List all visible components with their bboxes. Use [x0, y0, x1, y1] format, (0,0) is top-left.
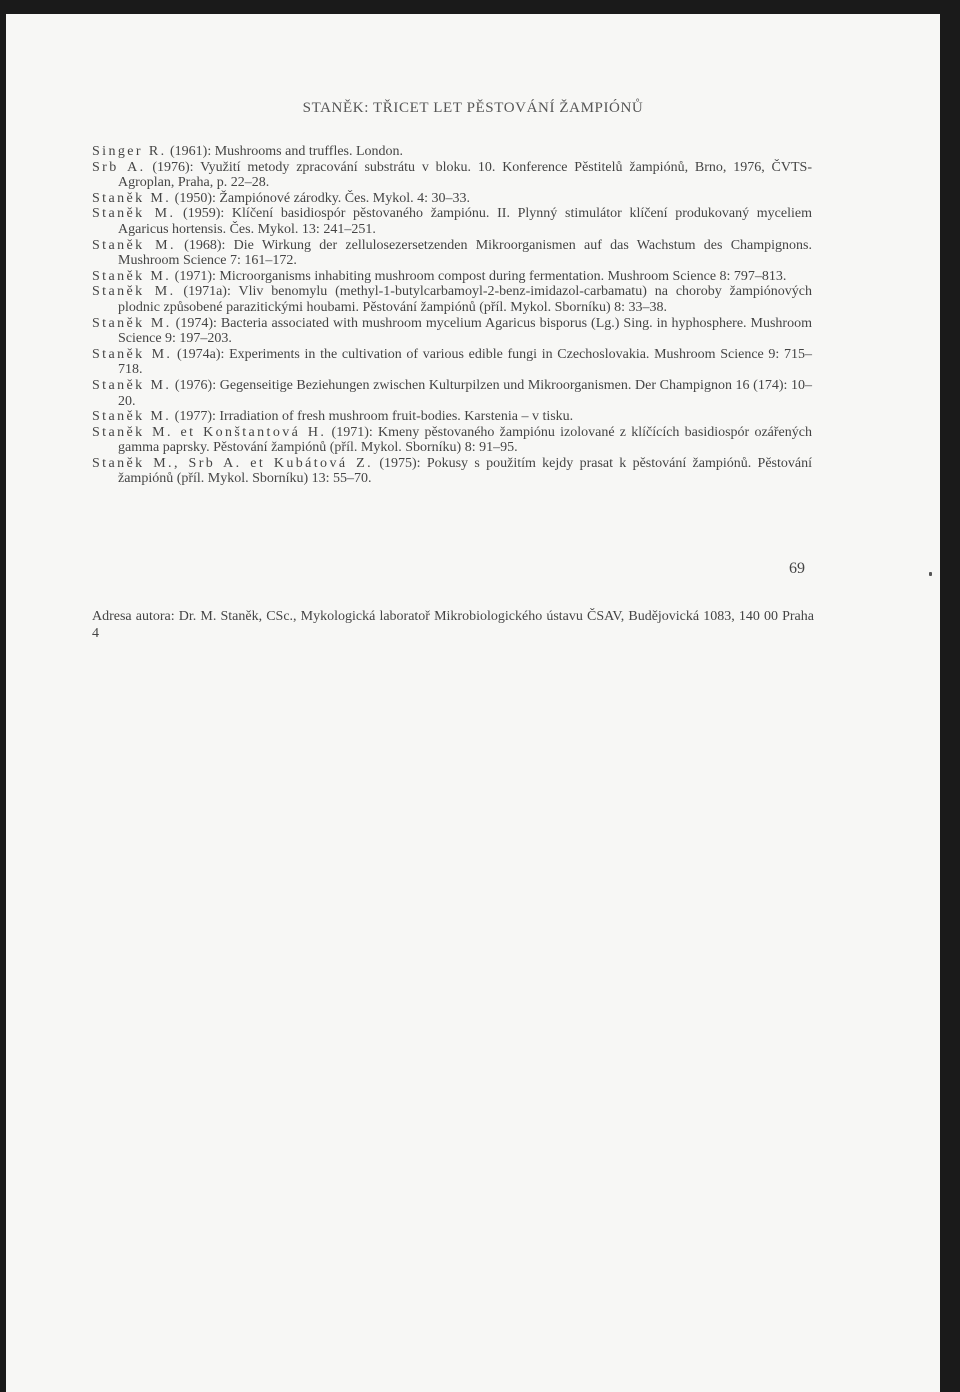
- reference-author: Staněk M.: [92, 315, 172, 331]
- reference-author: Staněk M.: [92, 284, 176, 300]
- reference-author: Singer R.: [92, 144, 167, 159]
- reference-author: Staněk M.: [92, 237, 176, 253]
- running-head: STANĚK: TŘICET LET PĚSTOVÁNÍ ŽAMPIÓNŮ: [302, 100, 644, 116]
- reference-author: Staněk M.: [92, 377, 172, 393]
- reference-author: Staněk M.: [92, 206, 176, 222]
- reference-item: [92, 456, 812, 487]
- reference-text: (1971): Kmeny pěstovaného žampiónu izolované z klíčících basidiospór ozářených gamma paprsky. Pěstování žampiónů (příl. Mykol. Sborníku) 8: 91–95.: [118, 424, 812, 456]
- reference-text: (1950): Žampiónové zárodky. Čes. Mykol. 4: 30–33.: [171, 190, 471, 206]
- reference-text: (1968): Die Wirkung der zellulosezersetzenden Mikroorganismen auf das Wachstum des Champignons. Mushroom Science 7: 161–172.: [118, 237, 812, 269]
- reference-item: [92, 238, 812, 269]
- reference-text: (1971a): Vliv benomylu (methyl-1-butylcarbamoyl-2-benz-imidazol-carbamatu) na choroby žampiónových plodnic způsobené parazitickými houbami. Pěstování žampiónů (příl. Mykol. Sborníku) 8: 33–38.: [118, 284, 812, 315]
- reference-author: Staněk M., Srb A. et Kubátová Z.: [92, 455, 374, 471]
- reference-author: Staněk M. et Konštantová H.: [92, 424, 327, 440]
- reference-item: [92, 347, 812, 378]
- reference-author: Staněk M.: [92, 409, 172, 425]
- reference-text: (1974a): Experiments in the cultivation of various edible fungi in Czechoslovakia. Mushroom Science 9: 715–718.: [118, 346, 812, 378]
- reference-item: [92, 425, 812, 456]
- reference-text: (1961): Mushrooms and truffles. London.: [166, 144, 404, 159]
- reference-author: Staněk M.: [92, 268, 172, 284]
- reference-author: Srb A.: [92, 159, 146, 175]
- reference-text: (1974): Bacteria associated with mushroom mycelium Agaricus bisporus (Lg.) Sing. in hyphosphere. Mushroom Science 9: 197–203.: [118, 315, 812, 347]
- reference-item: [92, 191, 812, 207]
- reference-text: (1977): Irradiation of fresh mushroom fruit-bodies. Karstenia – v tisku.: [171, 409, 574, 425]
- reference-text: (1959): Klíčení basidiospór pěstovaného žampiónu. II. Plynný stimulátor klíčení produkovaný myceliem Agaricus hortensis. Čes. Mykol. 13: 241–251.: [118, 206, 812, 237]
- reference-text: (1975): Pokusy s použitím kejdy prasat k pěstování žampiónů. Pěstování žampiónů (příl. Mykol. Sborníku) 13: 55–70.: [118, 455, 812, 487]
- journal-page: [6, 14, 940, 1392]
- author-address: Adresa autora: Dr. M. Staněk, CSc., Mykologická laboratoř Mikrobiologického ústavu ČSAV, Budějovická 1083, 140 00 Praha 4: [92, 609, 814, 641]
- scan-speck: [929, 572, 932, 576]
- reference-item: [92, 409, 812, 425]
- reference-text: (1971): Microorganisms inhabiting mushroom compost during fermentation. Mushroom Science 8: 797–813.: [171, 268, 787, 284]
- reference-author: Staněk M.: [92, 190, 172, 206]
- reference-text: (1976): Využití metody zpracování substrátu v bloku. 10. Konference Pěstitelů žampiónů, Brno, 1976, ČVTS-Agroplan, Praha, p. 22–28.: [118, 159, 812, 191]
- reference-list: [92, 144, 812, 487]
- reference-text: (1976): Gegenseitige Beziehungen zwischen Kulturpilzen und Mikroorganismen. Der Champignon 16 (174): 10–20.: [118, 377, 813, 409]
- reference-item: [92, 160, 812, 191]
- reference-item: [92, 206, 812, 237]
- reference-item: [92, 378, 812, 409]
- reference-item: [92, 284, 812, 315]
- page-number: 69: [789, 560, 805, 577]
- reference-item: [92, 144, 812, 160]
- reference-item: [92, 269, 812, 285]
- reference-item: [92, 316, 812, 347]
- reference-author: Staněk M.: [92, 346, 173, 362]
